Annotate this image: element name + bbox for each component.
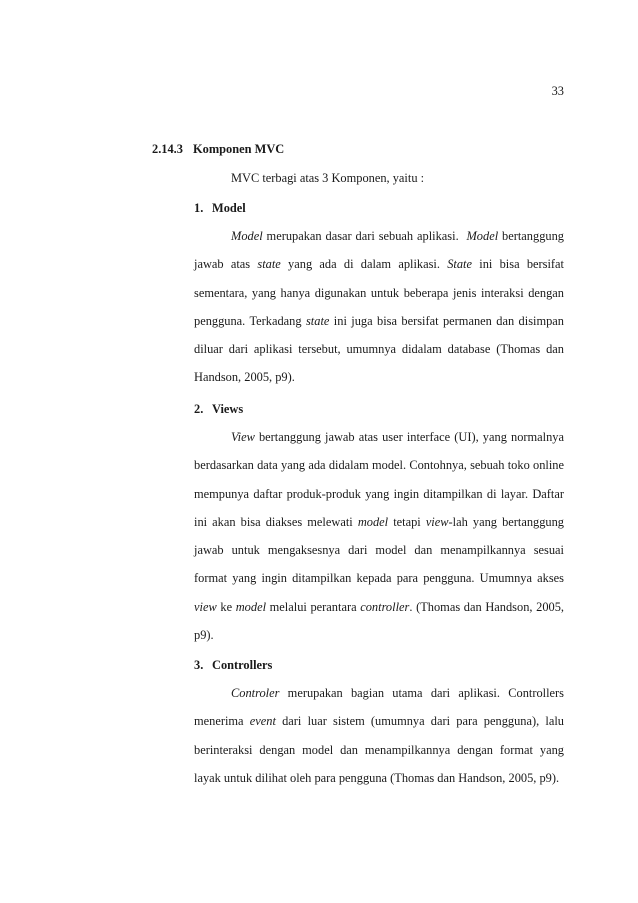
- subheading-number: 3.: [194, 658, 204, 672]
- paragraph-views: View bertanggung jawab atas user interface (UI), yang normalnya berdasarkan data yang ada didalam model. Contohnya, sebuah toko online mempunya daftar produk-produk yang ingin ditampilkan di layar. Daftar ini akan bisa diakses melewati model tetapi view-lah yang bertanggung jawab untuk mengaksesnya dari model dan menampilkannya sesuai format yang ingin ditampilkan kepada para pengguna. Umumnya akses view ke model melalui perantara controller. (Thomas dan Handson, 2005, p9).: [194, 430, 565, 643]
- page-number: 33: [551, 84, 564, 98]
- subheading-title: Controllers: [212, 658, 273, 672]
- section-title: Komponen MVC: [193, 142, 285, 156]
- subheading-model: [194, 201, 246, 216]
- subheading-number: 1.: [194, 201, 204, 215]
- section-number: 2.14.3: [152, 142, 183, 156]
- subheading-title: Model: [212, 201, 246, 215]
- paragraph-controllers: Controler merupakan bagian utama dari aplikasi. Controllers menerima event dari luar sistem (umumnya dari para pengguna), lalu berinteraksi dengan model dan menampilkannya dengan format yang layak untuk dilihat oleh para pengguna (Thomas dan Handson, 2005, p9).: [194, 686, 564, 785]
- paragraph-model: Model merupakan dasar dari sebuah aplikasi. Model bertanggung jawab atas state yang ada di dalam aplikasi. State ini bisa bersifat sementara, yang hanya digunakan untuk beberapa jenis interaksi dengan pengguna. Terkadang state ini juga bisa bersifat permanen dan disimpan diluar dari aplikasi tersebut, umumnya didalam database (Thomas dan Handson, 2005, p9).: [194, 229, 564, 385]
- section-intro: MVC terbagi atas 3 Komponen, yaitu :: [231, 171, 425, 185]
- subheading-views: [194, 402, 243, 417]
- subheading-number: 2.: [194, 402, 204, 416]
- section-heading: [152, 142, 284, 157]
- subheading-controllers: [194, 658, 272, 673]
- subheading-title: Views: [212, 402, 244, 416]
